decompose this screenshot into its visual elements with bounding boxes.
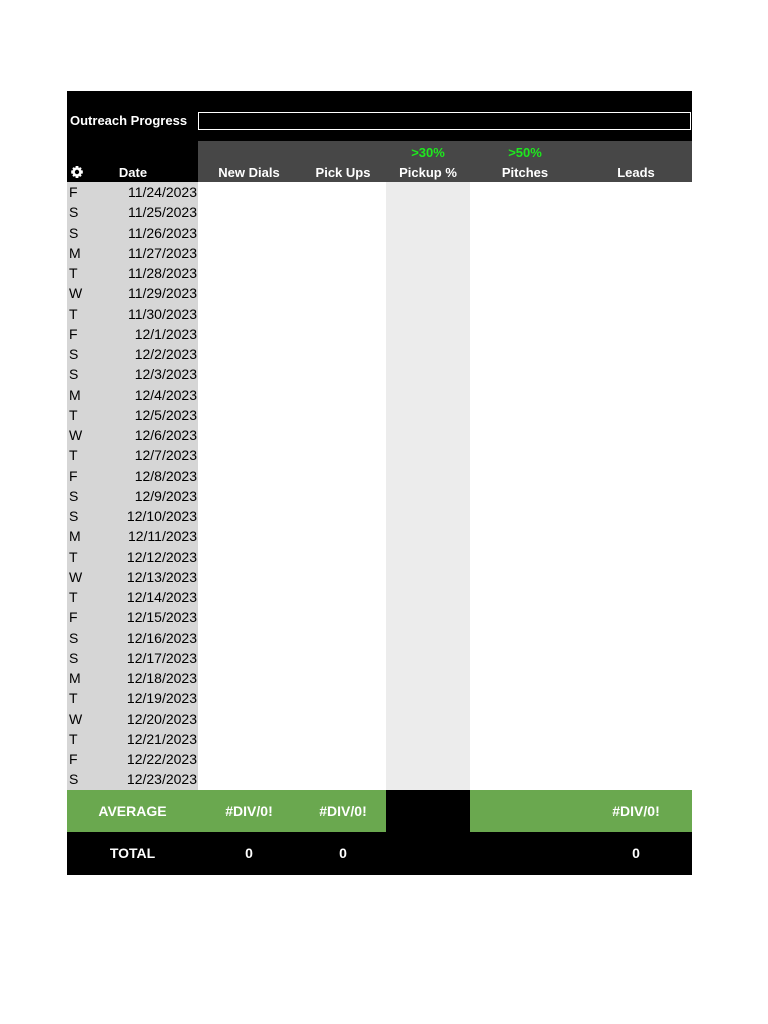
pick-ups-cell[interactable] [300, 202, 386, 222]
pickup-pct-cell[interactable] [386, 709, 470, 729]
pickup-pct-cell[interactable] [386, 668, 470, 688]
pitches-cell[interactable] [470, 567, 580, 587]
new-dials-cell[interactable] [198, 688, 300, 708]
date-cell: 12/2/2023 [97, 344, 198, 364]
new-dials-cell[interactable] [198, 425, 300, 445]
pickup-pct-cell[interactable] [386, 547, 470, 567]
leads-cell[interactable] [580, 668, 692, 688]
header-new-dials [198, 141, 300, 182]
pick-ups-cell[interactable] [300, 445, 386, 465]
leads-cell[interactable] [580, 749, 692, 769]
pick-ups-cell[interactable] [300, 486, 386, 506]
leads-cell[interactable] [580, 486, 692, 506]
table-row [67, 749, 692, 769]
new-dials-cell[interactable] [198, 709, 300, 729]
pickup-pct-cell[interactable] [386, 243, 470, 263]
pick-ups-cell[interactable] [300, 243, 386, 263]
new-dials-cell[interactable] [198, 405, 300, 425]
date-cell: 11/30/2023 [97, 304, 198, 324]
pick-ups-cell[interactable] [300, 729, 386, 749]
pitches-cell[interactable] [470, 648, 580, 668]
leads-cell[interactable] [580, 769, 692, 789]
pick-ups-cell[interactable] [300, 769, 386, 789]
leads-cell[interactable] [580, 506, 692, 526]
date-cell: 11/24/2023 [97, 182, 198, 202]
total-label: TOTAL [109, 844, 156, 861]
leads-cell[interactable] [580, 648, 692, 668]
average-pick-ups[interactable]: #DIV/0! [300, 790, 386, 832]
new-dials-cell[interactable] [198, 567, 300, 587]
pick-ups-cell[interactable] [300, 567, 386, 587]
table-row [67, 263, 692, 283]
average-leads[interactable]: #DIV/0! [580, 790, 692, 832]
day-cell: T [67, 729, 97, 749]
table-row [67, 182, 692, 202]
pick-ups-cell[interactable] [300, 324, 386, 344]
table-row [67, 425, 692, 445]
pickup-pct-cell[interactable] [386, 567, 470, 587]
date-cell: 12/1/2023 [97, 324, 198, 344]
total-pickup-pct[interactable] [386, 832, 470, 875]
pitches-cell[interactable] [470, 263, 580, 283]
pitches-cell[interactable] [470, 304, 580, 324]
pick-ups-cell[interactable] [300, 304, 386, 324]
pitches-cell[interactable] [470, 385, 580, 405]
pick-ups-cell[interactable] [300, 405, 386, 425]
pick-ups-cell[interactable] [300, 547, 386, 567]
leads-cell[interactable] [580, 324, 692, 344]
leads-cell[interactable] [580, 688, 692, 708]
outreach-sheet [67, 91, 692, 875]
table-row [67, 344, 692, 364]
date-cell: 12/16/2023 [97, 628, 198, 648]
date-cell: 12/6/2023 [97, 425, 198, 445]
table-row [67, 628, 692, 648]
day-cell: S [67, 344, 97, 364]
new-dials-cell[interactable] [198, 648, 300, 668]
leads-cell[interactable] [580, 283, 692, 303]
daily-rows [67, 182, 692, 790]
pick-ups-cell[interactable] [300, 283, 386, 303]
day-cell: M [67, 385, 97, 405]
pickup-pct-cell[interactable] [386, 486, 470, 506]
new-dials-cell[interactable] [198, 385, 300, 405]
leads-cell[interactable] [580, 729, 692, 749]
date-cell: 12/5/2023 [97, 405, 198, 425]
date-cell: 12/13/2023 [97, 567, 198, 587]
pickup-target: >30% [411, 145, 445, 160]
leads-cell[interactable] [580, 182, 692, 202]
pitches-cell[interactable] [470, 709, 580, 729]
leads-cell[interactable] [580, 385, 692, 405]
pick-ups-cell[interactable] [300, 628, 386, 648]
day-cell: S [67, 648, 97, 668]
table-row [67, 243, 692, 263]
date-cell: 12/11/2023 [97, 526, 198, 546]
leads-cell[interactable] [580, 466, 692, 486]
day-cell: S [67, 364, 97, 384]
pick-ups-cell[interactable] [300, 668, 386, 688]
table-row [67, 405, 692, 425]
table-row [67, 486, 692, 506]
date-cell: 11/26/2023 [97, 223, 198, 243]
date-cell: 12/17/2023 [97, 648, 198, 668]
sheet-title: Outreach Progress [70, 113, 188, 128]
header-day [67, 141, 97, 182]
leads-cell[interactable] [580, 344, 692, 364]
pickup-pct-cell[interactable] [386, 324, 470, 344]
day-cell: S [67, 202, 97, 222]
pick-ups-cell[interactable] [300, 425, 386, 445]
leads-cell[interactable] [580, 364, 692, 384]
pickup-pct-cell[interactable] [386, 769, 470, 789]
day-cell: S [67, 223, 97, 243]
day-cell: M [67, 243, 97, 263]
average-new-dials[interactable]: #DIV/0! [198, 790, 300, 832]
day-cell: S [67, 769, 97, 789]
header-pick-ups [300, 141, 386, 182]
pitches-cell[interactable] [470, 425, 580, 445]
pitches-cell[interactable] [470, 506, 580, 526]
gear-icon[interactable] [70, 165, 84, 179]
table-row [67, 769, 692, 789]
table-row [67, 648, 692, 668]
day-cell: T [67, 263, 97, 283]
date-cell: 12/14/2023 [97, 587, 198, 607]
sheet-top-bar [67, 91, 692, 111]
total-leads[interactable]: 0 [632, 844, 640, 861]
new-dials-cell[interactable] [198, 263, 300, 283]
day-cell: W [67, 425, 97, 445]
new-dials-cell[interactable] [198, 486, 300, 506]
pickup-pct-cell[interactable] [386, 688, 470, 708]
day-cell: W [67, 283, 97, 303]
date-cell: 12/7/2023 [97, 445, 198, 465]
leads-cell[interactable] [580, 425, 692, 445]
day-cell: W [67, 709, 97, 729]
table-row [67, 202, 692, 222]
header-spacer [67, 132, 692, 141]
table-row [67, 466, 692, 486]
pitches-cell[interactable] [470, 243, 580, 263]
new-dials-cell[interactable] [198, 445, 300, 465]
header-leads [580, 141, 692, 182]
pickup-pct-cell[interactable] [386, 749, 470, 769]
pickup-pct-cell[interactable] [386, 344, 470, 364]
average-row [67, 790, 692, 832]
new-dials-cell[interactable] [198, 344, 300, 364]
leads-cell[interactable] [580, 607, 692, 627]
pickup-pct-cell[interactable] [386, 304, 470, 324]
leads-cell[interactable] [580, 223, 692, 243]
pitches-cell[interactable] [470, 466, 580, 486]
pickup-pct-cell[interactable] [386, 648, 470, 668]
new-dials-cell[interactable] [198, 202, 300, 222]
pick-ups-cell[interactable] [300, 709, 386, 729]
pick-ups-cell[interactable] [300, 688, 386, 708]
table-row [67, 547, 692, 567]
day-cell: S [67, 486, 97, 506]
table-row [67, 668, 692, 688]
table-row [67, 688, 692, 708]
day-cell: F [67, 182, 97, 202]
pitches-cell[interactable] [470, 283, 580, 303]
pick-ups-cell[interactable] [300, 749, 386, 769]
pickup-pct-cell[interactable] [386, 526, 470, 546]
new-dials-cell[interactable] [198, 729, 300, 749]
day-cell: T [67, 547, 97, 567]
table-row [67, 304, 692, 324]
pitches-cell[interactable] [470, 607, 580, 627]
new-dials-cell[interactable] [198, 749, 300, 769]
table-row [67, 445, 692, 465]
date-cell: 12/15/2023 [97, 607, 198, 627]
day-cell: S [67, 506, 97, 526]
leads-cell[interactable] [580, 628, 692, 648]
day-cell: M [67, 526, 97, 546]
day-cell: F [67, 749, 97, 769]
new-dials-cell[interactable] [198, 466, 300, 486]
pitches-cell[interactable] [470, 769, 580, 789]
total-pitches[interactable] [470, 832, 580, 875]
leads-cell[interactable] [580, 547, 692, 567]
day-cell: F [67, 607, 97, 627]
day-cell: S [67, 628, 97, 648]
pickup-pct-cell[interactable] [386, 607, 470, 627]
date-cell: 12/21/2023 [97, 729, 198, 749]
pick-ups-cell[interactable] [300, 506, 386, 526]
pitches-cell[interactable] [470, 486, 580, 506]
header-pickup-pct [386, 141, 470, 182]
new-dials-cell[interactable] [198, 364, 300, 384]
new-dials-cell[interactable] [198, 547, 300, 567]
pickup-pct-cell[interactable] [386, 283, 470, 303]
leads-cell[interactable] [580, 202, 692, 222]
new-dials-cell[interactable] [198, 506, 300, 526]
pick-ups-cell[interactable] [300, 263, 386, 283]
pitches-cell[interactable] [470, 526, 580, 546]
total-new-dials[interactable]: 0 [245, 844, 253, 861]
date-cell: 12/20/2023 [97, 709, 198, 729]
header-pick-ups-label: Pick Ups [315, 165, 371, 180]
leads-cell[interactable] [580, 567, 692, 587]
pickup-pct-cell[interactable] [386, 506, 470, 526]
pitches-cell[interactable] [470, 445, 580, 465]
day-cell: T [67, 304, 97, 324]
pick-ups-cell[interactable] [300, 223, 386, 243]
new-dials-cell[interactable] [198, 587, 300, 607]
new-dials-cell[interactable] [198, 607, 300, 627]
date-cell: 11/28/2023 [97, 263, 198, 283]
pickup-pct-cell[interactable] [386, 405, 470, 425]
pitches-cell[interactable] [470, 202, 580, 222]
pitches-cell[interactable] [470, 749, 580, 769]
table-row [67, 324, 692, 344]
date-cell: 11/27/2023 [97, 243, 198, 263]
total-pick-ups[interactable]: 0 [339, 844, 347, 861]
date-cell: 11/25/2023 [97, 202, 198, 222]
pitches-cell[interactable] [470, 547, 580, 567]
pick-ups-cell[interactable] [300, 385, 386, 405]
date-cell: 12/10/2023 [97, 506, 198, 526]
new-dials-cell[interactable] [198, 526, 300, 546]
table-row [67, 283, 692, 303]
pickup-pct-cell[interactable] [386, 263, 470, 283]
date-cell: 12/12/2023 [97, 547, 198, 567]
new-dials-cell[interactable] [198, 769, 300, 789]
pick-ups-cell[interactable] [300, 607, 386, 627]
table-row [67, 587, 692, 607]
pitches-cell[interactable] [470, 668, 580, 688]
title-input-cell[interactable] [198, 112, 691, 130]
new-dials-cell[interactable] [198, 223, 300, 243]
leads-cell[interactable] [580, 263, 692, 283]
table-row [67, 364, 692, 384]
new-dials-cell[interactable] [198, 283, 300, 303]
day-cell: M [67, 668, 97, 688]
pickup-pct-cell[interactable] [386, 466, 470, 486]
pitches-cell[interactable] [470, 405, 580, 425]
new-dials-cell[interactable] [198, 668, 300, 688]
leads-cell[interactable] [580, 304, 692, 324]
header-date-label: Date [118, 165, 148, 180]
pickup-pct-cell[interactable] [386, 385, 470, 405]
pick-ups-cell[interactable] [300, 364, 386, 384]
day-cell: T [67, 405, 97, 425]
pick-ups-cell[interactable] [300, 466, 386, 486]
pick-ups-cell[interactable] [300, 344, 386, 364]
header-new-dials-label: New Dials [218, 165, 280, 180]
date-cell: 12/4/2023 [97, 385, 198, 405]
leads-cell[interactable] [580, 587, 692, 607]
table-row [67, 223, 692, 243]
day-cell: W [67, 567, 97, 587]
pickup-pct-cell[interactable] [386, 729, 470, 749]
column-header-row [67, 141, 692, 182]
leads-cell[interactable] [580, 243, 692, 263]
pickup-pct-cell[interactable] [386, 445, 470, 465]
new-dials-cell[interactable] [198, 243, 300, 263]
day-cell: F [67, 324, 97, 344]
date-cell: 12/3/2023 [97, 364, 198, 384]
leads-cell[interactable] [580, 709, 692, 729]
new-dials-cell[interactable] [198, 182, 300, 202]
pitches-cell[interactable] [470, 628, 580, 648]
date-cell: 12/19/2023 [97, 688, 198, 708]
pickup-pct-cell[interactable] [386, 182, 470, 202]
pick-ups-cell[interactable] [300, 182, 386, 202]
table-row [67, 385, 692, 405]
leads-cell[interactable] [580, 405, 692, 425]
title-bar [67, 111, 692, 132]
pitches-target: >50% [508, 145, 542, 160]
header-pickup-pct-label: Pickup % [399, 165, 457, 180]
table-row [67, 709, 692, 729]
table-row [67, 506, 692, 526]
new-dials-cell[interactable] [198, 324, 300, 344]
day-cell: T [67, 587, 97, 607]
day-cell: F [67, 466, 97, 486]
pitches-cell[interactable] [470, 324, 580, 344]
day-cell: T [67, 688, 97, 708]
pick-ups-cell[interactable] [300, 648, 386, 668]
leads-cell[interactable] [580, 445, 692, 465]
pickup-pct-cell[interactable] [386, 425, 470, 445]
pickup-pct-cell[interactable] [386, 364, 470, 384]
average-pitches[interactable] [470, 790, 580, 832]
date-cell: 12/22/2023 [97, 749, 198, 769]
header-leads-label: Leads [617, 165, 655, 180]
pitches-cell[interactable] [470, 223, 580, 243]
table-row [67, 729, 692, 749]
new-dials-cell[interactable] [198, 628, 300, 648]
table-row [67, 567, 692, 587]
date-cell: 12/18/2023 [97, 668, 198, 688]
pitches-cell[interactable] [470, 688, 580, 708]
pitches-cell[interactable] [470, 182, 580, 202]
average-pickup-pct[interactable] [386, 790, 470, 832]
pitches-cell[interactable] [470, 364, 580, 384]
day-cell: T [67, 445, 97, 465]
table-row [67, 607, 692, 627]
date-cell: 12/23/2023 [97, 769, 198, 789]
pick-ups-cell[interactable] [300, 587, 386, 607]
header-date [97, 141, 198, 182]
pitches-cell[interactable] [470, 729, 580, 749]
pickup-pct-cell[interactable] [386, 202, 470, 222]
date-cell: 12/9/2023 [97, 486, 198, 506]
pick-ups-cell[interactable] [300, 526, 386, 546]
date-cell: 12/8/2023 [97, 466, 198, 486]
new-dials-cell[interactable] [198, 304, 300, 324]
pickup-pct-cell[interactable] [386, 587, 470, 607]
header-pitches [470, 141, 580, 182]
pitches-cell[interactable] [470, 344, 580, 364]
pickup-pct-cell[interactable] [386, 628, 470, 648]
date-cell: 11/29/2023 [97, 283, 198, 303]
total-row [67, 832, 692, 875]
table-row [67, 526, 692, 546]
header-pitches-label: Pitches [501, 165, 549, 180]
leads-cell[interactable] [580, 526, 692, 546]
pitches-cell[interactable] [470, 587, 580, 607]
pickup-pct-cell[interactable] [386, 223, 470, 243]
average-label: AVERAGE [67, 790, 198, 832]
